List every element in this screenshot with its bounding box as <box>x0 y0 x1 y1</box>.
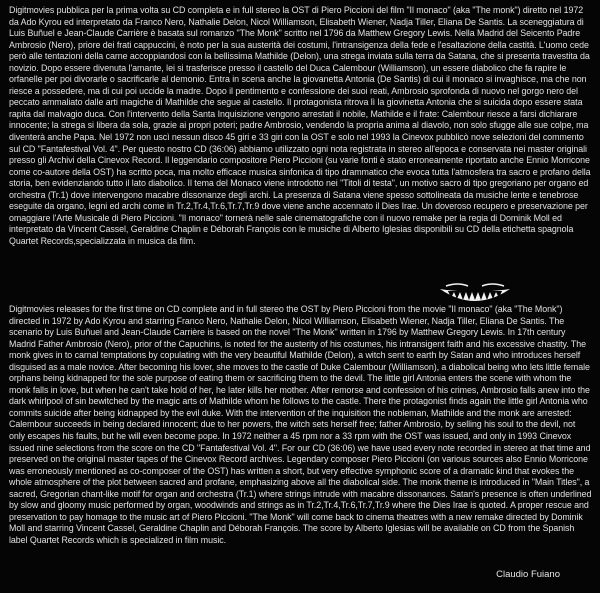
author-signature: Claudio Fuiano <box>496 569 560 580</box>
english-paragraph: Digitmovies releases for the first time on CD complete and in full stereo the OST by Piero Piccioni from the movie "Il monaco" (aka "The Monk") directed in 1972 by Ado Kyrou and starring Franco Nero, Nathalie Delon, Nicol Williamson, Elisabeth Wiener, Nadja Tiller, Eliana De Santis. The scenario by Luis Buñuel and Jean-Claude Carrière is based on the novel "The Monk" written in 1796 by Matthew Gregory Lewis. In 17th century Madrid Father Ambrosio (Nero), prior of the Capuchins, is noted for the austerity of his costumes, his intransigent faith and his excessive chastity. The monk gives in to carnal temptations by copulating with the very beautiful Mathilde (Delon), a witch sent to earth by Satan and who introduces herself disguised as a male novice. After becoming his lover, she moves to the castle of Duke Calembour (Williamson), a diabolical being who lets little female orphans being kidnapped for the sole purpose of eating them or sacrificing them to the devil. The little girl Antonia enters the scene with whom the monk falls in love, but when he can't take hold of her, he later kills her mother. After remorse and confession of his crimes, Ambrosio falls anew into the dark whirlpool of sin bewitched by the magic arts of Mathilde whom he follows to the castle. There the protagonist finds again the little girl Antonia who commits suicide after being kidnapped by the evil duke. With the intervention of the inquisition the nobleman, Mathilde and the monk are arrested: Calembour succeeds in being declared innocent; due to her powers, the witch sets herself free; father Ambrosio, by selling his soul to the devil, not only escapes his faults, but he will even become pope. In 1972 neither a 45 rpm nor a 33 rpm with the OST was issued, and only in 1993 Cinevox issued nine selections from the score on the CD "Fantafestival Vol. 4". For our CD (36:06) we have used every note recorded in stereo at that time and preserved on the original master tapes of the Cinevox Record archives. Legendary composer Piero Piccioni (on various sources also Ennio Morricone was erroneously mentioned as co-composer of the OST) has written a short, but very effective symphonic score of a dramatic kind that evokes the whole atmosphere of the plot between sacred and profane, emphasizing above all the diabolical side. The monk theme is introduced in "Main Titles", a sacred, Gregorian chant-like motif for organ and orchestra (Tr.1) where strings intrude with macabre dissonances. Satan's presence is often underlined by slow and gloomy music performed by organ, woodwinds and strings as in Tr.2,Tr.4,Tr.6,Tr.7,Tr.9 where the Dies Irae is quoted. A proper rescue and preservation to pay homage to the music art of Piero Piccioni. "The Monk" will come back to cinema theatres with a new remake directed by Dominik Moll and starring Vincent Cassel, Geraldine Chaplin and Déborah François. The score by Alberto Iglesias will be available on CD from the Spanish label Quartet Records which is specialized in film music. <box>9 304 592 545</box>
digitmovies-mouth-logo-icon <box>438 283 512 305</box>
italian-paragraph: Digitmovies pubblica per la prima volta su CD completa e in full stereo la OST di Piero Piccioni del film "Il monaco" (aka "The monk") diretto nel 1972 da Ado Kyrou ed interpretato da Franco Nero, Nathalie Delon, Nicol Williamson, Elisabeth Wiener, Nadja Tiller, Eliana De Santis. La sceneggiatura di Luis Buñuel e Jean-Claude Carrière è basata sul romanzo "The Monk" scritto nel 1796 da Matthew Gregory Lewis. Nella Madrid del Seicento Padre Ambrosio (Nero), priore dei frati cappuccini, è noto per la sua austerità dei costumi, l'intransigenza della fede e l'esaltazione della castità. L'uomo cede però alle tentazioni della carne accoppiandosi con la bellissima Mathilde (Delon), una strega inviata sulla terra da Satana, che si presenta travestita da novizio. Dopo essere divenuta l'amante, lei si trasferisce presso il castello del Duca Calembour (Williamson), un essere diabolico che fa rapire le orfanelle per poi divorarle o sacrificarle al demonio. Entra in scena anche la giovanetta Antonia (De Santis) di cui il monaco si invaghisce, ma che non riesce a possedere, ma di cui poi uccide la madre. Dopo il pentimento e confessione dei suoi reati, Ambrosio sprofonda di nuovo nel gorgo nero del peccato ammaliato dalle arti magiche di Mathilde che segue al castello. Il protagonista ritrova lì la giovinetta Antonia che si suicida dopo essere stata rapita dal malvagio duca. Con l'intervento della Santa Inquisizione vengono arrestati il nobile, Mathilde e il frate: Calembour riesce a farsi dichiarare innocente; la strega si libera da sola, grazie ai propri poteri; padre Ambrosio, vendendo la propria anima al diavolo, non solo sfugge alle sue colpe, ma diventerà anche Papa. Nel 1972 non uscì nessun disco 45 giri e 33 giri con la OST e solo nel 1993 la Cinevox pubblicò nove selezioni del commento sul CD "Fantafestival Vol. 4". Per questo nostro CD (36:06) abbiamo utilizzato ogni nota registrata in stereo all'epoca e conservata nei master originali presso gli Archivi della Cinevox Record. Il leggendario compositore Piero Piccioni (su varie fonti è stato erroneamente riportato anche Ennio Morricone come co-autore della OST) ha scritto poca, ma molto efficace musica sinfonica di tipo drammatico che evoca tutta l'atmosfera tra sacro e profano della storia, ben evidenziando tutto il lato diabolico. Il tema del Monaco viene introdotto nei "Titoli di testa", un motivo sacro di tipo gregoriano per organo ed orchestra (Tr.1) dove intervengono macabre dissonanze degli archi. La presenza di Satana viene spesso sottolineata da musiche lente e tenebrose eseguite da organo, legni ed archi come in Tr.2,Tr.4,Tr.6,Tr.7,Tr.9 dove viene anche accennato il Dies Irae. Un doveroso recupero e preservazione per omaggiare l'Arte Musicale di Piero Piccioni. "Il monaco" tornerà nelle sale cinematografiche con il nuovo remake per la regia di Dominik Moll ed interpretato da Vincent Cassel, Geraldine Chaplin e Déborah François con le musiche di Alberto Iglesias disponibili su CD della etichetta spagnola Quartet Records,specializzata in musica da film. <box>9 5 591 246</box>
